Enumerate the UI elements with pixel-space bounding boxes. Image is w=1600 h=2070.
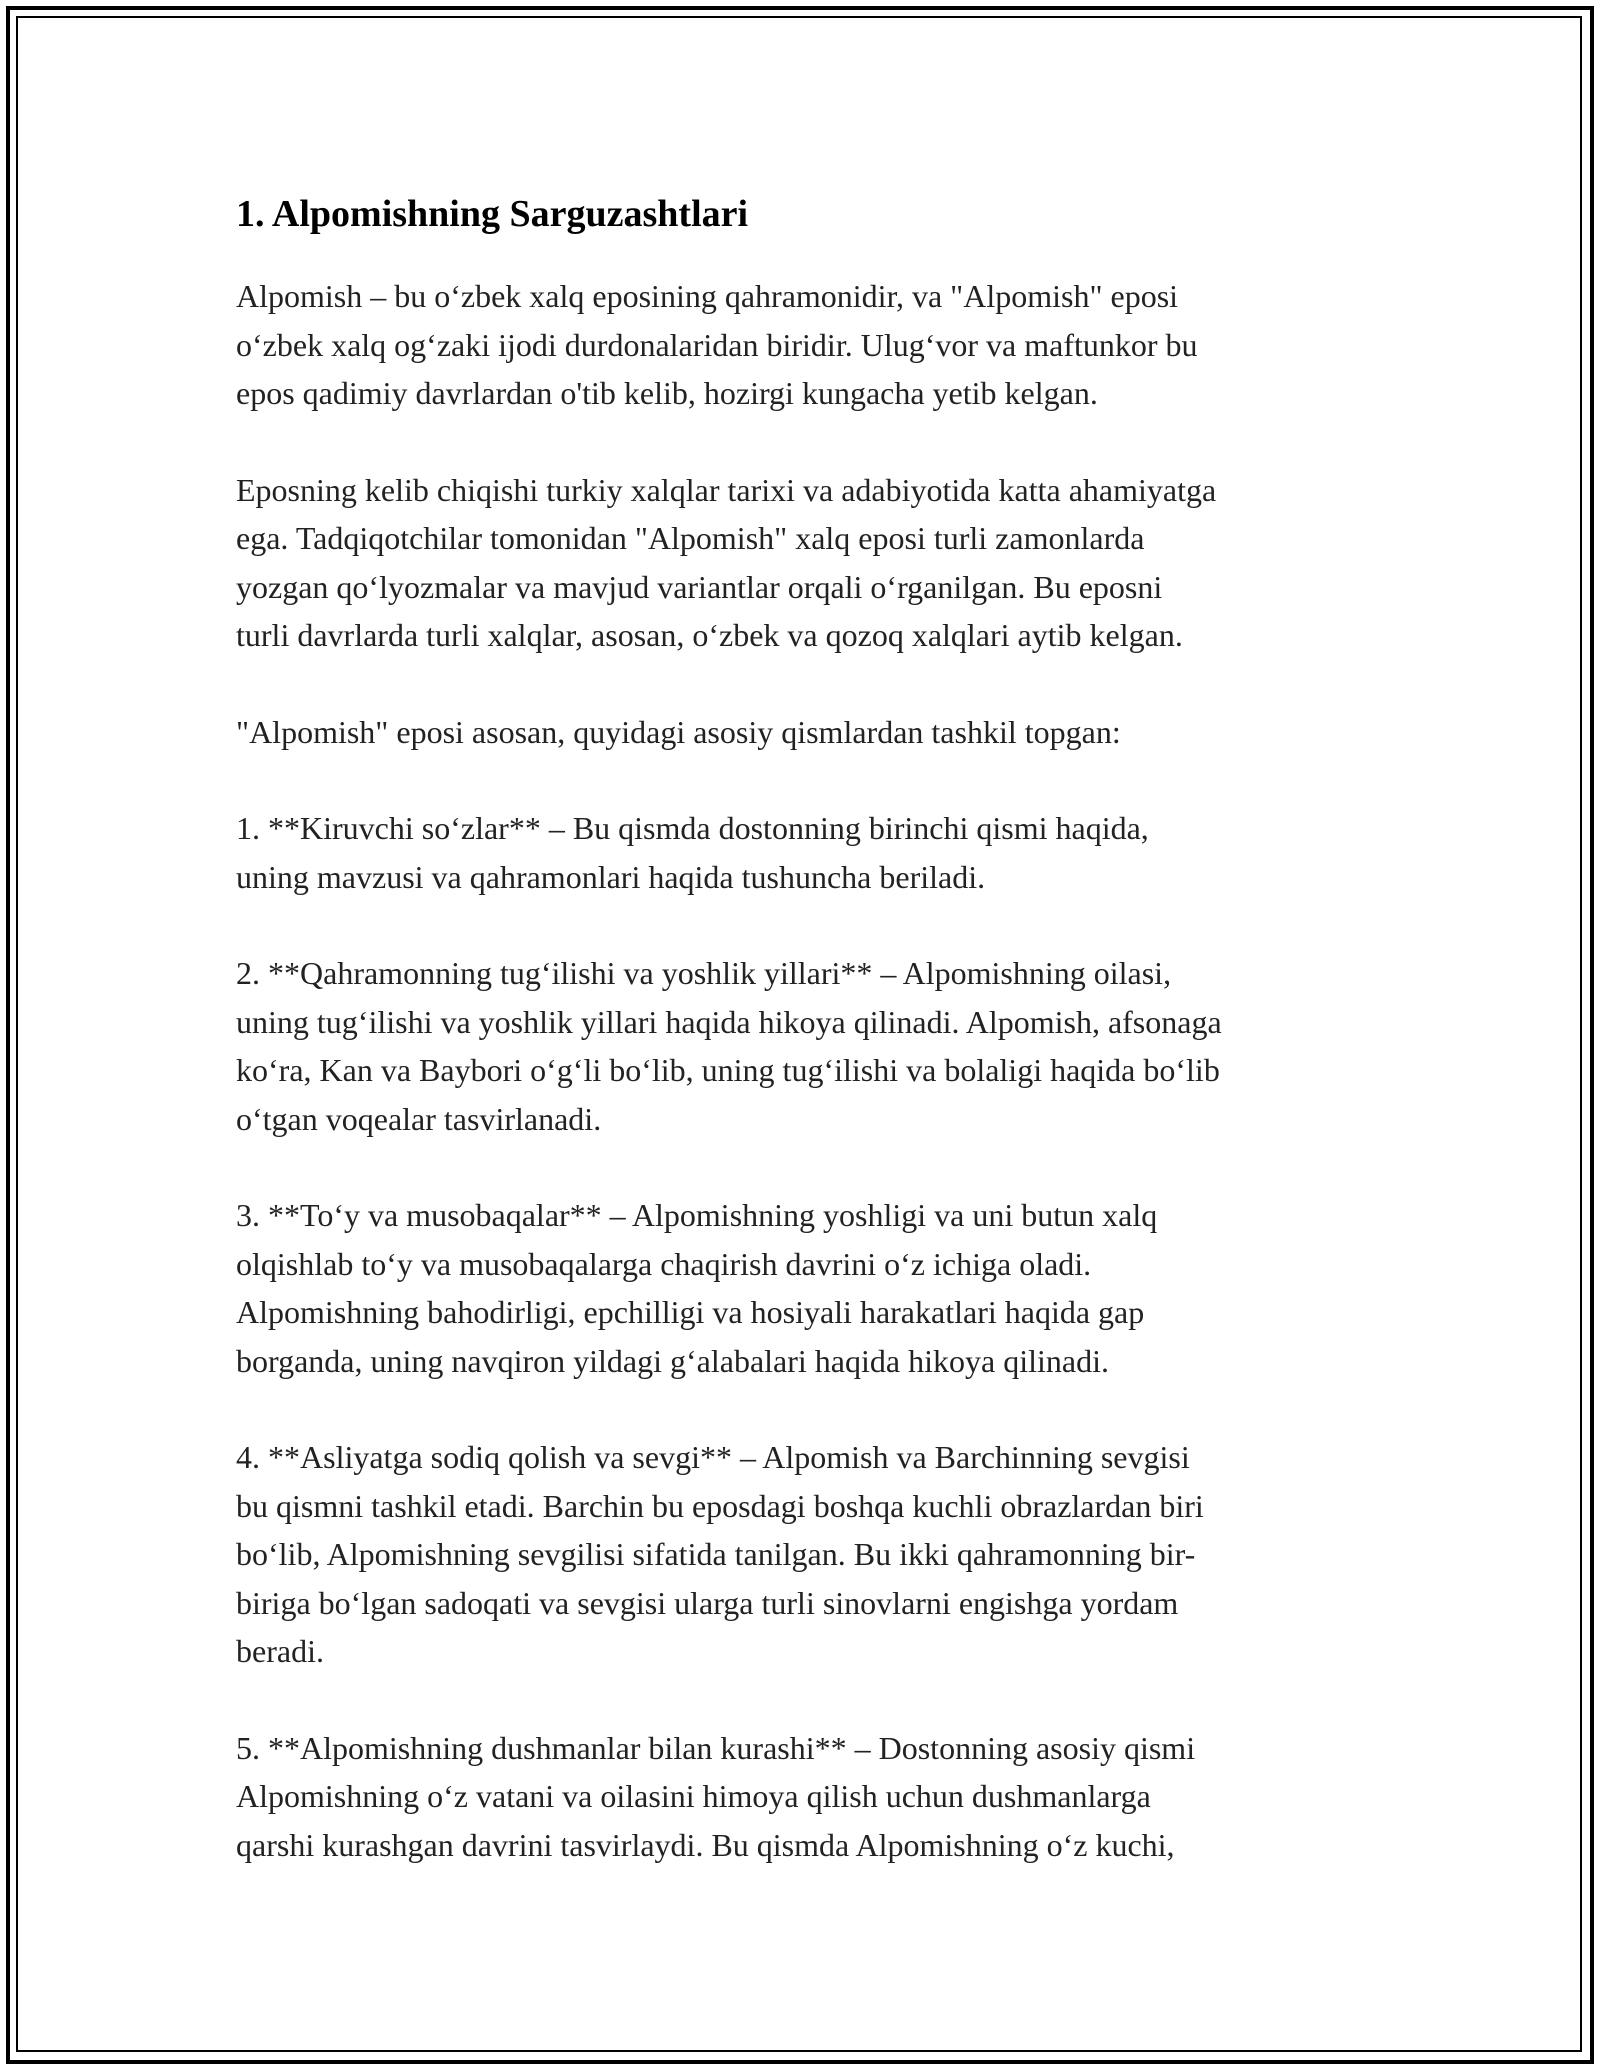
document-title: 1. Alpomishning Sarguzashtlari bbox=[236, 193, 749, 235]
list-item-part-3: 3. **To‘y va musobaqalar** – Alpomishning yoshligi va uni butun xalq olqishlab to‘y va musobaqalarga chaqirish davrini o‘z ichiga oladi. Alpomishning bahodirligi, epchilligi va hosiyali harakatlari haqida gap borganda, uning navqiron yildagi g‘alabalari haqida hikoya qilinadi. bbox=[236, 1197, 1158, 1379]
list-item-part-4: 4. **Asliyatga sodiq qolish va sevgi** – Alpomish va Barchinning sevgisi bu qismni tashkil etadi. Barchin bu eposdagi boshqa kuchli obrazlardan biri bo‘lib, Alpomishning sevgilisi sifatida tanilgan. Bu ikki qahramonning bir- biriga bo‘lgan sadoqati va sevgisi ularga turli sinovlarni engishga yordam beradi. bbox=[236, 1439, 1204, 1669]
list-item-part-2: 2. **Qahramonning tug‘ilishi va yoshlik yillari** – Alpomishning oilasi, uning tug‘ilishi va yoshlik yillari haqida hikoya qilinadi. Alpomish, afsonaga ko‘ra, Kan va Baybori o‘g‘li bo‘lib, uning tug‘ilishi va bolaligi haqida bo‘lib o‘tgan voqealar tasvirlanadi. bbox=[236, 955, 1222, 1137]
paragraph-parts-intro: "Alpomish" eposi asosan, quyidagi asosiy qismlardan tashkil topgan: bbox=[236, 713, 1121, 750]
paragraph-intro: Alpomish – bu o‘zbek xalq eposining qahramonidir, va "Alpomish" eposi o‘zbek xalq og‘zaki ijodi durdonalaridan biridir. Ulug‘vor va maftunkor bu epos qadimiy davrlardan o'tib kelib, hozirgi kungacha yetib kelgan. bbox=[236, 278, 1198, 411]
document-page bbox=[236, 186, 1386, 1917]
list-item-part-1: 1. **Kiruvchi so‘zlar** – Bu qismda dostonning birinchi qismi haqida, uning mavzusi va qahramonlari haqida tushuncha beriladi. bbox=[236, 810, 1149, 895]
list-item-part-5: 5. **Alpomishning dushmanlar bilan kurashi** – Dostonning asosiy qismi Alpomishning o‘z vatani va oilasini himoya qilish uchun dushmanlarga qarshi kurashgan davrini tasvirlaydi. Bu qismda Alpomishning o‘z kuchi, bbox=[236, 1729, 1196, 1863]
paragraph-origin: Eposning kelib chiqishi turkiy xalqlar tarixi va adabiyotida katta ahamiyatga ega. Tadqiqotchilar tomonidan "Alpomish" xalq eposi turli zamonlarda yozgan qo‘lyozmalar va mavjud variantlar orqali o‘rganilgan. Bu eposni turli davrlarda turli xalqlar, asosan, o‘zbek va qozoq xalqlari aytib kelgan. bbox=[236, 471, 1217, 653]
